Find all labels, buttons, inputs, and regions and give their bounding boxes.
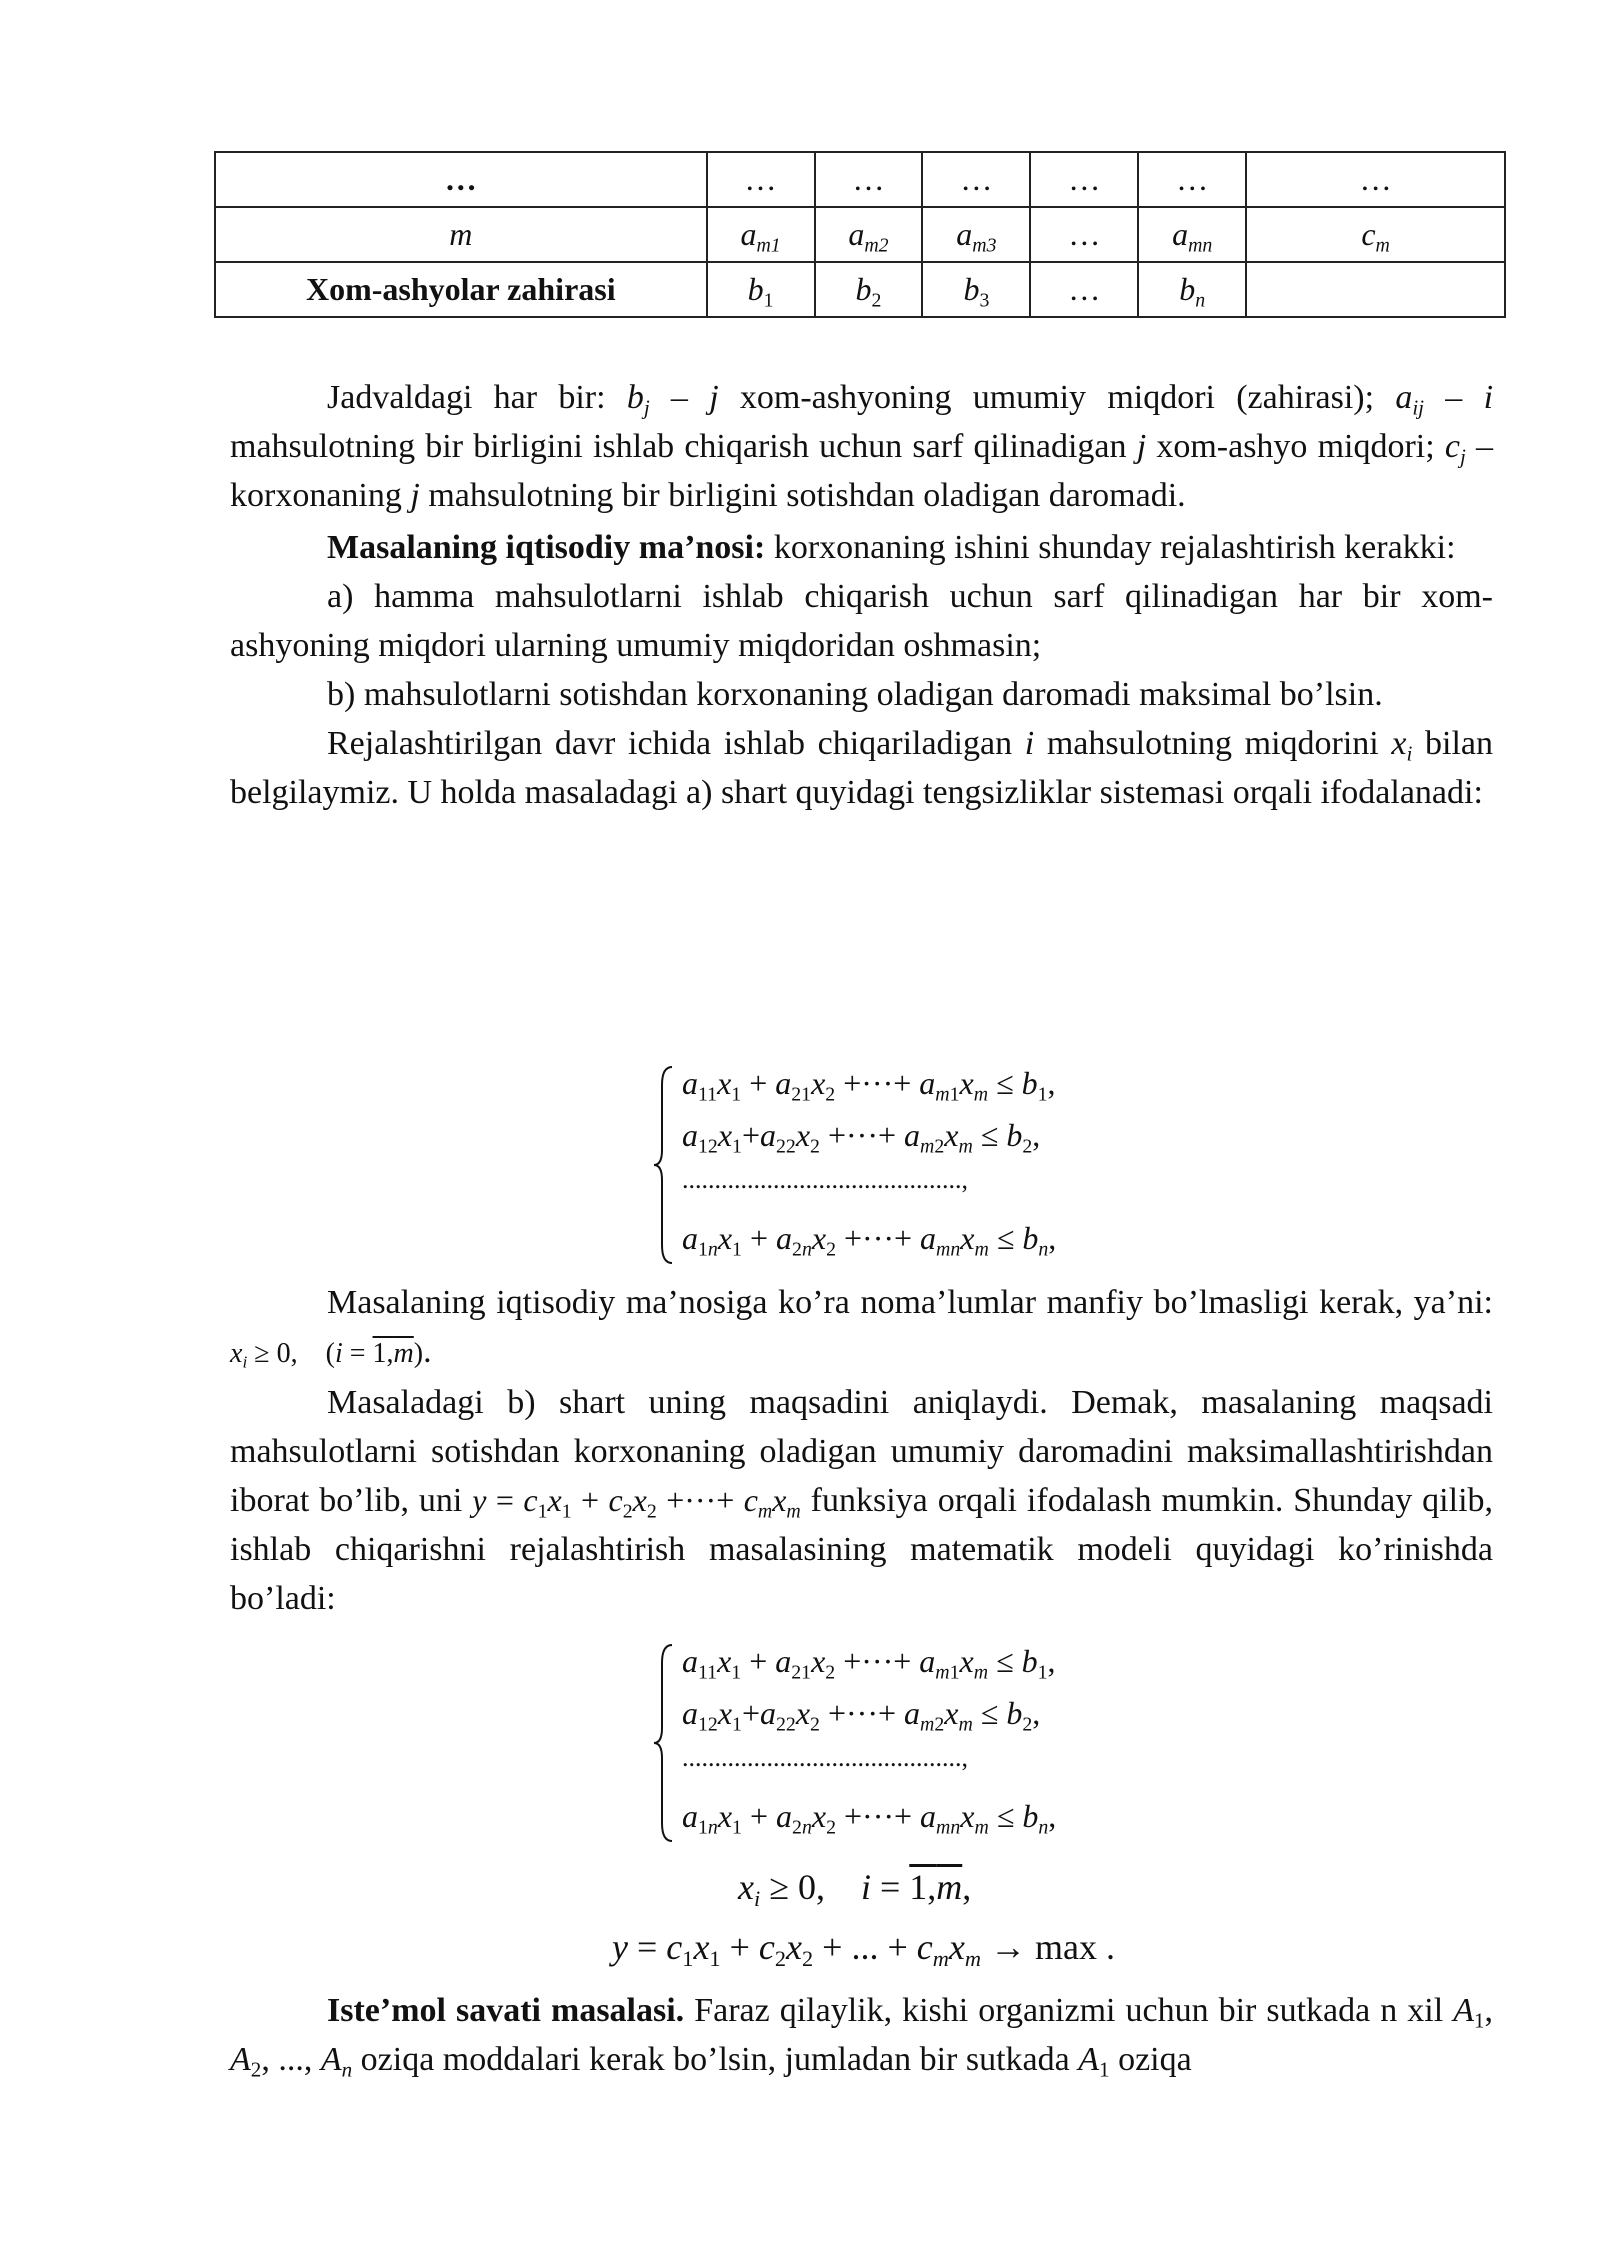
system-line: $a_{12}x_1+a_{22}x_2$ +···+ $a_{m2}x_m \le b_2$,	[682, 1117, 1041, 1158]
table-row	[215, 262, 1505, 317]
brace-icon	[652, 1065, 676, 1265]
system-dots: ...........................................,	[682, 1165, 968, 1194]
objective-formula: $y = c_1x_1 + c_2x_2$ + ... + $c_mx_m \to \max$ .	[612, 1927, 1115, 1972]
table-cell: …	[1030, 262, 1138, 317]
table-cell: …	[1246, 152, 1505, 207]
system-line: $a_{11}x_1 + a_{21}x_2$ +···+ $a_{m1}x_m \le b_1$,	[682, 1643, 1056, 1684]
resource-table	[214, 151, 1506, 318]
text-block-3	[230, 1986, 1493, 2084]
table-cell: m	[215, 207, 707, 262]
table-cell: $b_1$	[707, 262, 815, 317]
paragraph-condition-b: b) mahsulotlarni sotishdan korxonaning oladigan daromadi maksimal bo’lsin.	[327, 676, 1383, 713]
table-cell: Xom-ashyolar zahirasi	[215, 262, 707, 317]
table-row	[215, 207, 1505, 262]
paragraph-definitions: Jadvaldagi har bir: $b_j$ – j xom-ashyoning umumiy miqdori (zahirasi); $a_{ij}$ – i mahsulotning bir birligini ishlab chiqarish uchun sarf qilinadigan j xom-ashyo miqdori; $c_j$ – korxonaning j mahsulotning bir birligini sotishdan oladigan daromadi.	[230, 379, 1494, 514]
inequality-system-1	[660, 1065, 1080, 1265]
table-cell: $a_{m1}$	[707, 207, 815, 262]
table-cell: $a_{m3}$	[922, 207, 1030, 262]
table-cell: …	[1030, 207, 1138, 262]
table-row	[215, 152, 1505, 207]
table-cell: …	[1138, 152, 1246, 207]
inequality-system-2	[660, 1643, 1080, 1843]
text-block-1	[230, 373, 1493, 817]
brace-icon	[652, 1643, 676, 1843]
table-cell: …	[1030, 152, 1138, 207]
system-line: $a_{1n}x_1 + a_{2n}x_2$ +···+ $a_{mn}x_m \le b_n$,	[682, 1798, 1057, 1839]
table-cell: $c_m$	[1246, 207, 1505, 262]
system-dots: ...........................................,	[682, 1743, 968, 1772]
table-cell: …	[922, 152, 1030, 207]
nonnegativity-formula: $x_i \ge 0$, i = 1,m,	[738, 1867, 972, 1912]
paragraph-variables: Rejalashtirilgan davr ichida ishlab chiqariladigan i mahsulotning miqdorini $x_i$ bilan belgilaymiz. U holda masaladagi a) shart quyidagi tengsizliklar sistemasi orqali ifodalanadi:	[230, 725, 1494, 811]
table-cell: $a_{mn}$	[1138, 207, 1246, 262]
paragraph-economic-meaning: Masalaning iqtisodiy ma’nosi: korxonaning ishini shunday rejalashtirish kerakki:	[327, 529, 1456, 566]
table-cell: …	[815, 152, 923, 207]
table-cell	[1246, 262, 1505, 317]
paragraph-objective: Masaladagi b) shart uning maqsadini aniqlaydi. Demak, masalaning maqsadi mahsulotlarni sotishdan korxonaning oladigan umumiy daromadini maksimallashtirishdan iborat bo’lib, uni $y = c_1x_1 + c_2x_2$ +···+ $c_mx_m$ funksiya orqali ifodalash mumkin. Shunday qilib, ishlab chiqarishni rejalashtirish masalasining matematik modeli quyidagi ko’rinishda bo’ladi:	[230, 1384, 1494, 1617]
table-cell: $a_{m2}$	[815, 207, 923, 262]
table-cell: $b_2$	[815, 262, 923, 317]
system-line: $a_{1n}x_1 + a_{2n}x_2$ +···+ $a_{mn}x_m \le b_n$,	[682, 1220, 1057, 1261]
paragraph-consumer-basket: Iste’mol savati masalasi. Faraz qilaylik, kishi organizmi uchun bir sutkada n xil $A_1$, $A_2$, ..., $A_n$ oziqa moddalari kerak bo’lsin, jumladan bir sutkada $A_1$ oziqa	[230, 1992, 1494, 2082]
table-cell: …	[215, 152, 707, 207]
system-line: $a_{12}x_1+a_{22}x_2$ +···+ $a_{m2}x_m \le b_2$,	[682, 1695, 1041, 1736]
paragraph-nonnegativity: Masalaning iqtisodiy ma’nosiga ko’ra noma’lumlar manfiy bo’lmasligi kerak, ya’ni: $x_i \ge 0$, (i = 1,m).	[230, 1284, 1493, 1372]
table-cell: $b_3$	[922, 262, 1030, 317]
text-block-2	[230, 1278, 1493, 1623]
table-cell: $b_n$	[1138, 262, 1246, 317]
system-line: $a_{11}x_1 + a_{21}x_2$ +···+ $a_{m1}x_m \le b_1$,	[682, 1065, 1056, 1106]
paragraph-condition-a: a) hamma mahsulotlarni ishlab chiqarish uchun sarf qilinadigan har bir xom-ashyoning miqdori ularning umumiy miqdoridan oshmasin;	[230, 578, 1493, 664]
table-cell: …	[707, 152, 815, 207]
